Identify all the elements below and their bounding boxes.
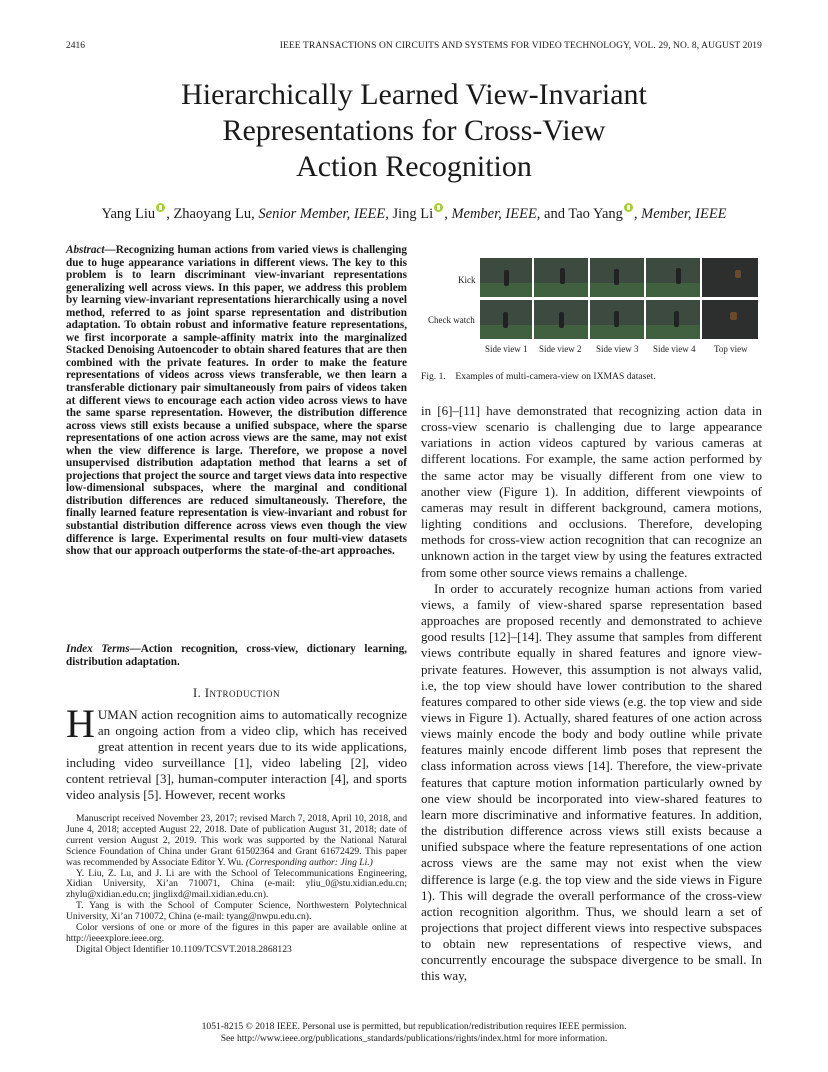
view-label-side-4: Side view 4: [653, 344, 696, 354]
author-4-role: Member, IEEE: [641, 206, 727, 222]
page-number: 2416: [66, 41, 85, 51]
footnote-color-note: Color versions of one or more of the figures in this paper are available online at http://ieeexplore.ieee.org.: [66, 922, 407, 944]
footnote-manuscript: Manuscript received November 23, 2017; revised March 7, 2018, April 10, 2018, and June 4, 2018; accepted August 22, 2018. Date of publication August 31, 2018; date of current version August 2, 2019. This work was supported by the National Natural Science Foundation of China under Grant 61502364 and Grant 61672429. This paper was recommended by Associate Editor Y. Wu.: [66, 813, 407, 868]
figure-caption: Fig. 1. Examples of multi-camera-view on IXMAS dataset.: [421, 371, 656, 382]
view-label-top: Top view: [714, 344, 748, 354]
frame-watch-side-4: [646, 300, 700, 339]
title-line-1: Hierarchically Learned View-Invariant: [181, 78, 647, 111]
author-3-sep: ,: [444, 206, 452, 222]
view-label-side-1: Side view 1: [485, 344, 528, 354]
abstract-label: Abstract: [66, 244, 105, 256]
drop-cap: H: [66, 701, 95, 746]
copyright-line-1: 1051-8215 © 2018 IEEE. Personal use is permitted, but republication/redistribution requires IEEE permission.: [201, 1021, 627, 1032]
paper-title: [0, 77, 828, 185]
view-label-side-2: Side view 2: [539, 344, 582, 354]
orcid-icon[interactable]: [434, 203, 443, 212]
paragraph-1: in [6]–[11] have demonstrated that recognizing action data in cross-view scenario is challenging due to large appearance variations in action videos captured by various cameras at different locations. For example, the same action performed by the same actor may be visually different from one view to another view (Figure 1). In addition, different viewpoints of cameras may result in different background, camera motions, lighting conditions and occlusions. Therefore, developing methods for cross-view action recognition that can recognize an unknown action in the target view by using the features extracted from some other source views remains a challenge.: [421, 403, 762, 580]
footnote-doi: Digital Object Identifier 10.1109/TCSVT.2018.2868123: [76, 943, 292, 955]
orcid-icon[interactable]: [624, 203, 633, 212]
frame-watch-side-2: [534, 300, 588, 339]
author-3: , Jing Li: [385, 206, 434, 222]
title-line-2: Representations for Cross-View: [222, 114, 606, 147]
frame-kick-side-2: [534, 258, 588, 297]
figure-row-label-check-watch: Check watch: [428, 315, 475, 325]
title-line-3: Action Recognition: [296, 150, 532, 183]
author-2: , Zhaoyang Lu,: [166, 206, 259, 222]
frame-kick-side-4: [646, 258, 700, 297]
section-number: I.: [192, 686, 202, 700]
index-terms-label: Index Terms: [66, 643, 130, 655]
frame-watch-top: [702, 300, 758, 339]
author-2-role: Senior Member, IEEE: [258, 206, 386, 222]
right-column-body: [421, 403, 762, 985]
author-list: [0, 203, 828, 223]
frame-watch-side-3: [590, 300, 644, 339]
author-3-role: Member, IEEE: [451, 206, 537, 222]
intro-paragraph: [66, 701, 407, 804]
frame-kick-side-1: [480, 258, 532, 297]
abstract-text: Recognizing human actions from varied views is challenging due to huge appearance variations in different views. The key to this problem is to learn discriminant view-invariant representations generalizing well across views. In this paper, we address this problem by learning view-invariant representations hierarchically using a novel method, referred to as joint sparse representation and distribution adaptation. To obtain robust and informative feature representations, we first incorporate a sample-affinity matrix into the marginalized Stacked Denoising Autoencoder to obtain shared features that are then combined with the private features. In order to make the feature representations of videos across views transferable, we then learn a transferable dictionary pair simultaneously from pairs of videos taken at different views to encourage each action video across views to have the same sparse representation. However, the distribution difference across views still exists because a unified subspace, where the sparse representations of one action across views are the same, may not exist when the view difference is large. Therefore, we propose a novel unsupervised distribution adaptation method that learns a set of projections that project the source and target views data into respective low-dimensional subspaces, where the marginal and conditional distribution differences are reduced simultaneously. Therefore, the finally learned feature representation is view-invariant and robust for substantial distribution difference across views even though the view difference is large. Experimental results on four multi-view datasets show that our approach outperforms the state-of-the-art approaches.: [66, 244, 407, 558]
journal-header: IEEE TRANSACTIONS ON CIRCUITS AND SYSTEMS FOR VIDEO TECHNOLOGY, VOL. 29, NO. 8, AUGUST 2019: [279, 41, 762, 51]
footnote-affiliation-1: Y. Liu, Z. Lu, and J. Li are with the School of Telecommunications Engineering, Xidian University, Xi’an 710071, China (e-mail: yliu_0@stu.xidian.edu.cn; zhylu@xidian.edu.cn; jinglixd@mail.xidian.edu.cn).: [66, 867, 407, 901]
author-4: , and Tao Yang: [536, 206, 623, 222]
footnote-affiliation-2: T. Yang is with the School of Computer Science, Northwestern Polytechnical University, Xi’an 710072, China (e-mail: tyang@nwpu.edu.cn).: [66, 900, 407, 923]
intro-text: UMAN action recognition aims to automatically recognize an ongoing action from a video clip, which has received great attention in recent years due to its wide applications, including video surveillance [1], video labeling [2], video content retrieval [3], human-computer interaction [4], and sports video analysis [5]. However, recent works: [66, 707, 407, 803]
copyright-notice: [0, 1021, 828, 1045]
copyright-line-2: See http://www.ieee.org/publications_standards/publications/rights/index.html for more information.: [220, 1032, 608, 1044]
author-4-sep: ,: [633, 206, 642, 222]
section-title: Introduction: [204, 686, 281, 700]
frame-kick-side-3: [590, 258, 644, 297]
abstract: Abstract—Recognizing human actions from varied views is challenging due to huge appearance variations in different views. The key to this problem is to learn discriminant view-invariant representations generalizing well across views. In this paper, we address this problem by learning view-invariant representations hierarchically using a novel method, referred to as joint sparse representation and distribution adaptation. To obtain robust and informative feature representations, we first incorporate a sample-affinity matrix into the marginalized Stacked Denoising Autoencoder to obtain shared features that are then combined with the private features. In order to make the feature representations of videos across views transferable, we then learn a transferable dictionary pair simultaneously from pairs of videos taken at different views to encourage each action video across views to have the same sparse representation. However, the distribution difference across views still exists because a unified subspace, where the sparse representations of one action across views are the same, may not exist when the view difference is large. Therefore, we propose a novel unsupervised distribution adaptation method that learns a set of projections that project the source and target views data into respective low-dimensional subspaces, where the marginal and conditional distribution differences are reduced simultaneously. Therefore, the finally learned feature representation is view-invariant and robust for substantial distribution difference across views even though the view difference is large. Experimental results on four multi-view datasets show that our approach outperforms the state-of-the-art approaches.: [66, 244, 407, 558]
author-1: Yang Liu: [101, 206, 156, 222]
index-terms-text: Action recognition, cross-view, dictionary learning, distribution adaptation.: [66, 643, 407, 668]
frame-kick-top: [702, 258, 758, 297]
paragraph-2: In order to accurately recognize human actions from varied views, a family of view-shared sparse representation based approaches are proposed recently and demonstrated to achieve good results [12]–[14]. They assume that samples from different views contribute equally in shared features and ignore view-private features. However, this assumption is not always valid, i.e, the top view should have lower contribution to the shared features compared to other side views (e.g. the top view and side views in Figure 1). Actually, shared features of one action across views mainly encode the body and body outline while private features mainly encode different limb poses that represent the class information across views [14]. Therefore, the view-private features that capture motion information particularly owned by one view should be incorporated into view-shared features to learn more discriminative and informative features. In addition, the distribution difference across views still exists because a unified subspace where the feature representations of one action across views are the same may not exist when the view difference is large (e.g. the top view and the side views in Figure 1). This will degrade the overall performance of the cross-view action recognition algorithm. Thus, we should learn a set of projections that project different views into respective subspaces to obtain new representations of respective views, and concurrently encourage the subspace divergence to be small. In this way,: [421, 580, 762, 984]
footnote: [66, 814, 407, 956]
index-terms: Index Terms—Action recognition, cross-view, dictionary learning, distribution adaptation.: [66, 643, 407, 668]
corresponding-author: (Corresponding author: Jing Li.): [245, 856, 373, 868]
orcid-icon[interactable]: [156, 203, 165, 212]
figure-row-label-kick: Kick: [458, 275, 476, 285]
view-label-side-3: Side view 3: [596, 344, 639, 354]
section-heading: [66, 686, 407, 701]
frame-watch-side-1: [480, 300, 532, 339]
